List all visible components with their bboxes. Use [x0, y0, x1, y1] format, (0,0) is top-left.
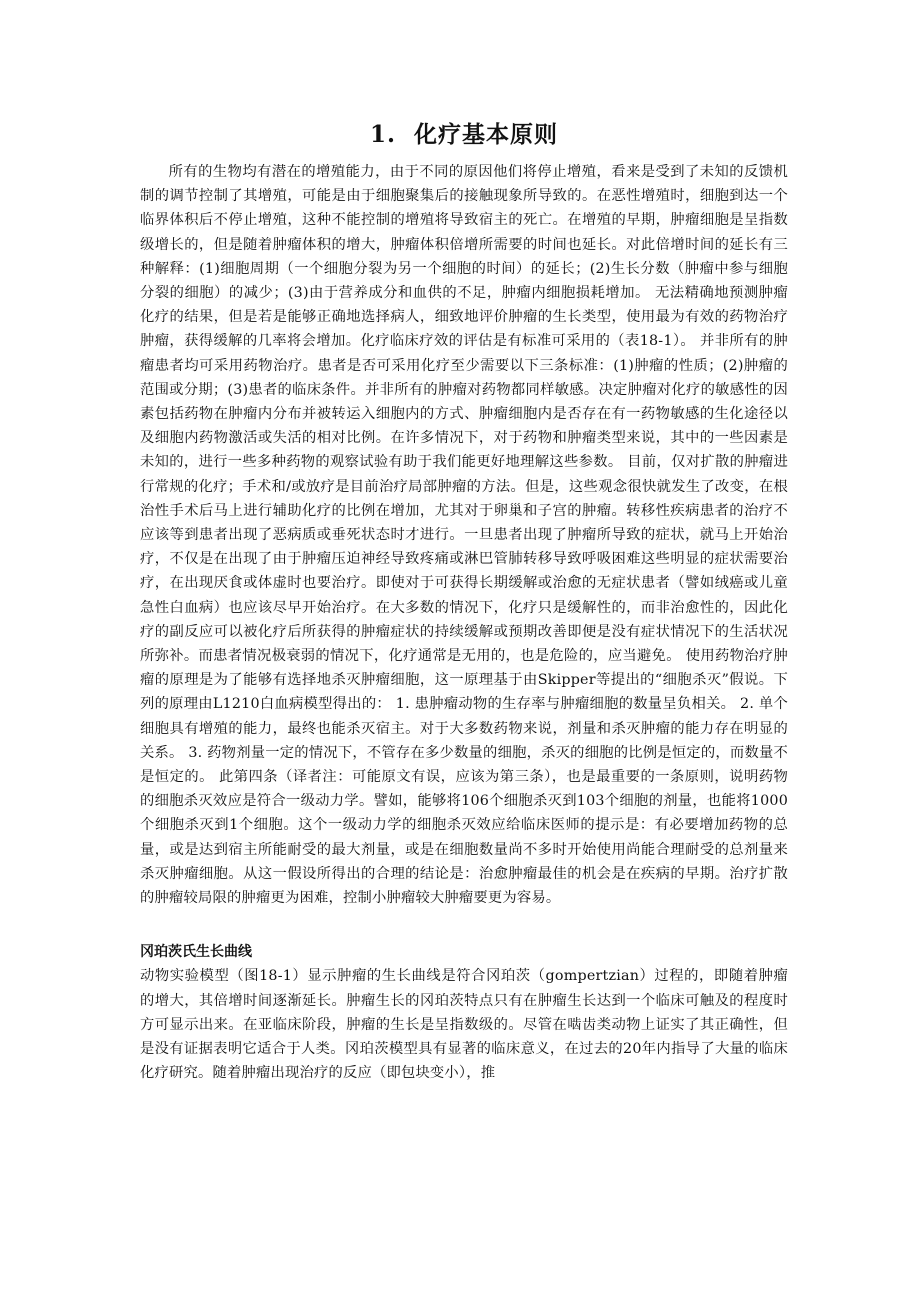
- document-page: [140, 120, 788, 1085]
- body-paragraph-2: 动物实验模型（图18-1）显示肿瘤的生长曲线是符合冈珀茨（gompertzian）过程的，即随着肿瘤的增大，其倍增时间逐渐延长。肿瘤生长的冈珀茨特点只有在肿瘤生长达到一个临床可触及的程度时方可显示出来。在亚临床阶段，肿瘤的生长是呈指数级的。尽管在啮齿类动物上证实了其正确性，但是没有证据表明它适合于人类。冈珀茨模型具有显著的临床意义，在过去的20年内指导了大量的临床化疗研究。随着肿瘤出现治疗的反应（即包块变小），推: [140, 968, 788, 1082]
- section-heading: 冈珀茨氏生长曲线: [140, 944, 252, 961]
- title-text: 化疗基本原则: [414, 121, 558, 148]
- title-number: 1.: [369, 121, 396, 148]
- document-title: [140, 120, 788, 150]
- body-paragraph-1: 所有的生物均有潜在的增殖能力，由于不同的原因他们将停止增殖，看来是受到了未知的反馈机制的调节控制了其增殖，可能是由于细胞聚集后的接触现象所导致的。在恶性增殖时，细胞到达一个临界体积后不停止增殖，这种不能控制的增殖将导致宿主的死亡。在增殖的早期，肿瘤细胞是呈指数级增长的，但是随着肿瘤体积的增大，肿瘤体积倍增所需要的时间也延长。对此倍增时间的延长有三种解释：(1)细胞周期（一个细胞分裂为另一个细胞的时间）的延长；(2)生长分数（肿瘤中参与细胞分裂的细胞）的减少；(3)由于营养成分和血供的不足，肿瘤内细胞损耗增加。 无法精确地预测肿瘤化疗的结果，但是若是能够正确地选择病人，细致地评价肿瘤的生长类型，使用最为有效的药物治疗肿瘤，获得缓解的几率将会增加。化疗临床疗效的评估是有标准可采用的（表18-1）。 并非所有的肿瘤患者均可采用药物治疗。患者是否可采用化疗至少需要以下三条标准：(1)肿瘤的性质；(2)肿瘤的范围或分期；(3)患者的临床条件。并非所有的肿瘤对药物都同样敏感。决定肿瘤对化疗的敏感性的因素包括药物在肿瘤内分布并被转运入细胞内的方式、肿瘤细胞内是否存在有一药物敏感的生化途径以及细胞内药物激活或失活的相对比例。在许多情况下，对于药物和肿瘤类型来说，其中的一些因素是未知的，进行一些多种药物的观察试验有助于我们能更好地理解这些参数。 目前，仅对扩散的肿瘤进行常规的化疗；手术和/或放疗是目前治疗局部肿瘤的方法。但是，这些观念很快就发生了改变，在根治性手术后马上进行辅助化疗的比例在增加，尤其对于卵巢和子宫的肿瘤。转移性疾病患者的治疗不应该等到患者出现了恶病质或垂死状态时才进行。一旦患者出现了肿瘤所导致的症状，就马上开始治疗，不仅是在出现了由于肿瘤压迫神经导致疼痛或淋巴管肺转移导致呼吸困难这些明显的症状需要治疗，在出现厌食或体虚时也要治疗。即使对于可获得长期缓解或治愈的无症状患者（譬如绒癌或儿童急性白血病）也应该尽早开始治疗。在大多数的情况下，化疗只是缓解性的，而非治愈性的，因此化疗的副反应可以被化疗后所获得的肿瘤症状的持续缓解或预期改善即便是没有症状情况下的生活状况所弥补。而患者情况极衰弱的情况下，化疗通常是无用的，也是危险的，应当避免。 使用药物治疗肿瘤的原理是为了能够有选择地杀灭肿瘤细胞，这一原理基于由Skipper等提出的“细胞杀灭”假说。下列的原理由L1210白血病模型得出的： 1. 患肿瘤动物的生存率与肿瘤细胞的数量呈负相关。 2. 单个细胞具有增殖的能力，最终也能杀灭宿主。对于大多数药物来说，剂量和杀灭肿瘤的能力存在明显的关系。 3. 药物剂量一定的情况下，不管存在多少数量的细胞，杀灭的细胞的比例是恒定的，而数量不是恒定的。 此第四条（译者注：可能原文有误，应该为第三条），也是最重要的一条原则，说明药物的细胞杀灭效应是符合一级动力学。譬如，能够将106个细胞杀灭到103个细胞的剂量，也能将1000个细胞杀灭到1个细胞。这个一级动力学的细胞杀灭效应给临床医师的提示是：有必要增加药物的总量，或是达到宿主所能耐受的最大剂量，或是在细胞数量尚不多时开始使用尚能合理耐受的总剂量来杀灭肿瘤细胞。从这一假设所得出的合理的结论是：治愈肿瘤最佳的机会是在疾病的早期。治疗扩散的肿瘤较局限的肿瘤更为困难，控制小肿瘤较大肿瘤要更为容易。: [140, 164, 788, 907]
